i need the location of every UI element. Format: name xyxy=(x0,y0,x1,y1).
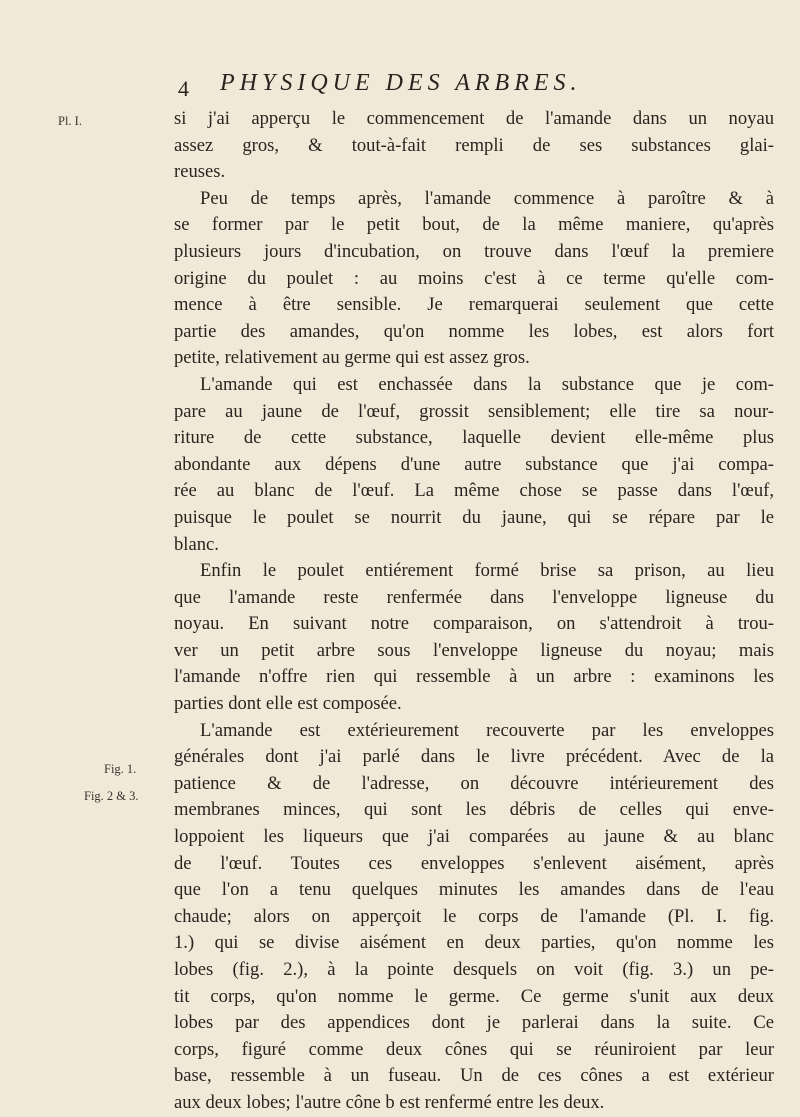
text-line: si j'ai apperçu le commencement de l'amande dans un noyau xyxy=(174,108,774,129)
text-line: que l'amande reste renfermée dans l'enveloppe ligneuse du xyxy=(174,586,774,608)
text-line: rée au blanc de l'œuf. La même chose se passe dans l'œuf, xyxy=(174,480,774,502)
text-line: l'amande n'offre rien qui ressemble à un arbre : examinons les xyxy=(174,666,774,688)
text-line: lobes par des appendices dont je parlerai dans la suite. Ce xyxy=(174,1012,774,1034)
body-text xyxy=(174,106,774,1117)
margin-note-plate: Pl. I. xyxy=(58,114,82,128)
text-line: que l'on a tenu quelques minutes les amandes dans de l'eau xyxy=(174,879,774,901)
text-line: loppoient les liqueurs que j'ai comparées au jaune & au blanc xyxy=(174,826,774,848)
text-line: membranes minces, qui sont les débris de celles qui enve- xyxy=(174,799,774,821)
text-line: partie des amandes, qu'on nomme les lobes, est alors fort xyxy=(174,320,774,342)
running-title: PHYSIQUE DES ARBRES. xyxy=(220,70,582,96)
text-line: Peu de temps après, l'amande commence à paroître & à xyxy=(200,187,774,209)
text-line: abondante aux dépens d'une autre substance que j'ai compa- xyxy=(174,453,774,475)
text-line: noyau. En suivant notre comparaison, on s'attendroit à trou- xyxy=(174,613,774,635)
margin-note-fig-1: Fig. 1. xyxy=(104,762,137,776)
text-line: corps, figuré comme deux cônes qui se réuniroient par leur xyxy=(174,1038,774,1060)
text-line: se former par le petit bout, de la même maniere, qu'après xyxy=(174,214,774,236)
text-line: patience & de l'adresse, on découvre intérieurement des xyxy=(174,772,774,794)
text-line: ver un petit arbre sous l'enveloppe ligneuse du noyau; mais xyxy=(174,639,774,661)
text-line: origine du poulet : au moins c'est à ce terme qu'elle com- xyxy=(174,267,774,289)
margin-note-fig-2-3: Fig. 2 & 3. xyxy=(84,789,139,803)
text-line: blanc. xyxy=(174,533,219,555)
text-line: riture de cette substance, laquelle devient elle-même plus xyxy=(174,427,774,449)
text-line: petite, relativement au germe qui est assez gros. xyxy=(174,347,530,369)
text-line: L'amande qui est enchassée dans la substance que je com- xyxy=(200,373,774,395)
page-header xyxy=(178,70,678,106)
text-line: pare au jaune de l'œuf, grossit sensiblement; elle tire sa nour- xyxy=(174,400,774,422)
page-number: 4 xyxy=(178,76,189,101)
text-line: lobes (fig. 2.), à la pointe desquels on voit (fig. 3.) un pe- xyxy=(174,959,774,980)
text-line: Enfin le poulet entiérement formé brise sa prison, au lieu xyxy=(200,560,774,582)
text-line: plusieurs jours d'incubation, on trouve dans l'œuf la premiere xyxy=(174,240,774,262)
text-line: L'amande est extérieurement recouverte par les enveloppes xyxy=(200,719,774,741)
text-line: aux deux lobes; l'autre cône b est renfermé entre les deux. xyxy=(174,1091,605,1113)
text-line: reuses. xyxy=(174,161,226,183)
text-line: base, ressemble à un fuseau. Un de ces cônes a est extérieur xyxy=(174,1065,774,1087)
text-line: mence à être sensible. Je remarquerai seulement que cette xyxy=(174,294,774,316)
text-line: générales dont j'ai parlé dans le livre précédent. Avec de la xyxy=(174,746,774,768)
text-line: assez gros, & tout-à-fait rempli de ses substances glai- xyxy=(174,134,774,156)
text-line: tit corps, qu'on nomme le germe. Ce germe s'unit aux deux xyxy=(174,985,774,1007)
text-line: chaude; alors on apperçoit le corps de l'amande (Pl. I. fig. xyxy=(174,905,774,927)
text-line: parties dont elle est composée. xyxy=(174,693,402,715)
text-line: de l'œuf. Toutes ces enveloppes s'enlevent aisément, après xyxy=(174,852,774,874)
text-line: 1.) qui se divise aisément en deux parties, qu'on nomme les xyxy=(174,932,774,954)
text-line: puisque le poulet se nourrit du jaune, qui se répare par le xyxy=(174,506,774,528)
